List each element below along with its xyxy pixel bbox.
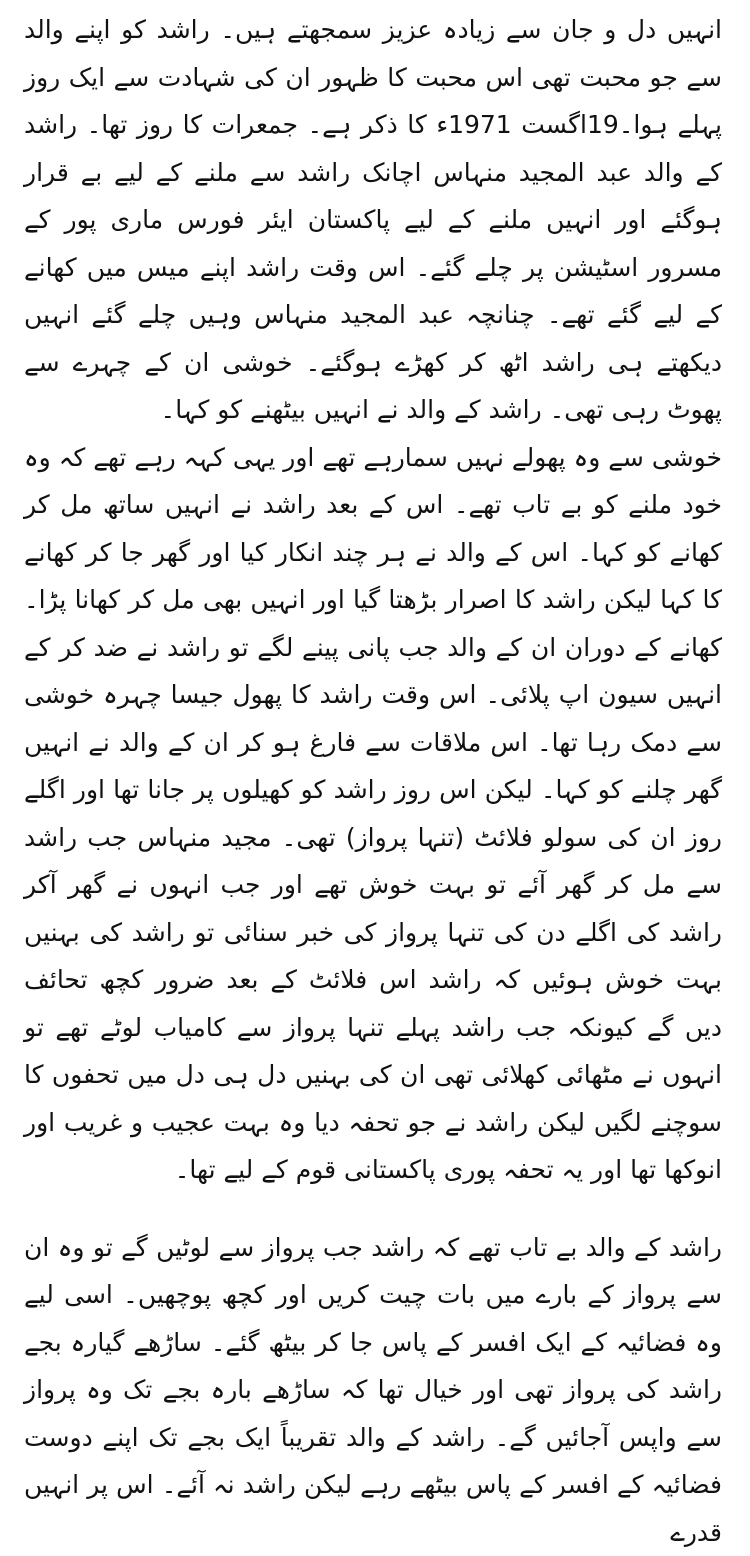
paragraph-2: خوشی سے وہ پھولے نہیں سمارہے تھے اور یہی کہہ رہے تھے کہ وہ خود ملنے کو بے تاب تھے۔ اس کے بعد راشد نے انہیں ساتھ مل کر کھانے کو کہا۔ اس کے والد نے ہر چند انکار کیا اور گھر جا کر کھانے کا کہا لیکن راشد کا اصرار بڑھتا گیا اور انہیں بھی مل کر کھانا پڑا۔ کھانے کے دوران ان کے والد جب پانی پینے لگے تو راشد نے ضد کر کے انہیں سیون اپ پلائی۔ اس وقت راشد کا پھول جیسا چہرہ خوشی سے دمک رہا تھا۔ اس ملاقات سے فارغ ہو کر ان کے والد نے انہیں گھر چلنے کو کہا۔ لیکن اس روز راشد کو کھیلوں پر جانا تھا اور اگلے روز ان کی سولو فلائٹ (تنہا پرواز) تھی۔ مجید منہاس جب راشد سے مل کر گھر آئے تو بہت خوش تھے اور جب انہوں نے گھر آکر راشد کی اگلے دن کی تنہا پرواز کی خبر سنائی تو راشد کی بہنیں بہت خوش ہوئیں کہ راشد اس فلائٹ کے بعد ضرور کچھ تحائف دیں گے کیونکہ جب راشد پہلے تنہا پرواز سے کامیاب لوٹے تھے تو انہوں نے مٹھائی کھلائی تھی ان کی بہنیں دل ہی دل میں تحفوں کا سوچنے لگیں لیکن راشد نے جو تحفہ دیا وہ بہت عجیب و غریب اور انوکھا تھا اور یہ تحفہ پوری پاکستانی قوم کے لیے تھا۔: [24, 434, 722, 1194]
paragraph-1: انہیں دل و جان سے زیادہ عزیز سمجھتے ہیں۔ راشد کو اپنے والد سے جو محبت تھی اس محبت کا ظہور ان کی شہادت سے ایک روز پہلے ہوا۔19اگست 1971ء کا ذکر ہے۔ جمعرات کا روز تھا۔ راشد کے والد عبد المجید منہاس اچانک راشد سے ملنے کے لیے بے قرار ہوگئے اور انہیں ملنے کے لیے پاکستان ایئر فورس ماری پور کے مسرور اسٹیشن پر چلے گئے۔ اس وقت راشد اپنے میس میں کھانے کے لیے گئے تھے۔ چنانچہ عبد المجید منہاس وہیں چلے گئے انہیں دیکھتے ہی راشد اٹھ کر کھڑے ہوگئے۔ خوشی ان کے چہرے سے پھوٹ رہی تھی۔ راشد کے والد نے انہیں بیٹھنے کو کہا۔: [24, 6, 722, 434]
paragraph-3: راشد کے والد بے تاب تھے کہ راشد جب پرواز سے لوٹیں گے تو وہ ان سے پرواز کے بارے میں بات چیت کریں اور کچھ پوچھیں۔ اسی لیے وہ فضائیہ کے ایک افسر کے پاس جا کر بیٹھ گئے۔ ساڑھے گیارہ بجے راشد کی پرواز تھی اور خیال تھا کہ ساڑھے بارہ بجے تک وہ پرواز سے واپس آجائیں گے۔ راشد کے والد تقریباً ایک بجے تک اپنے دوست فضائیہ کے افسر کے پاس بیٹھے رہے لیکن راشد نہ آئے۔ اس پر انہیں قدرے: [24, 1224, 722, 1556]
